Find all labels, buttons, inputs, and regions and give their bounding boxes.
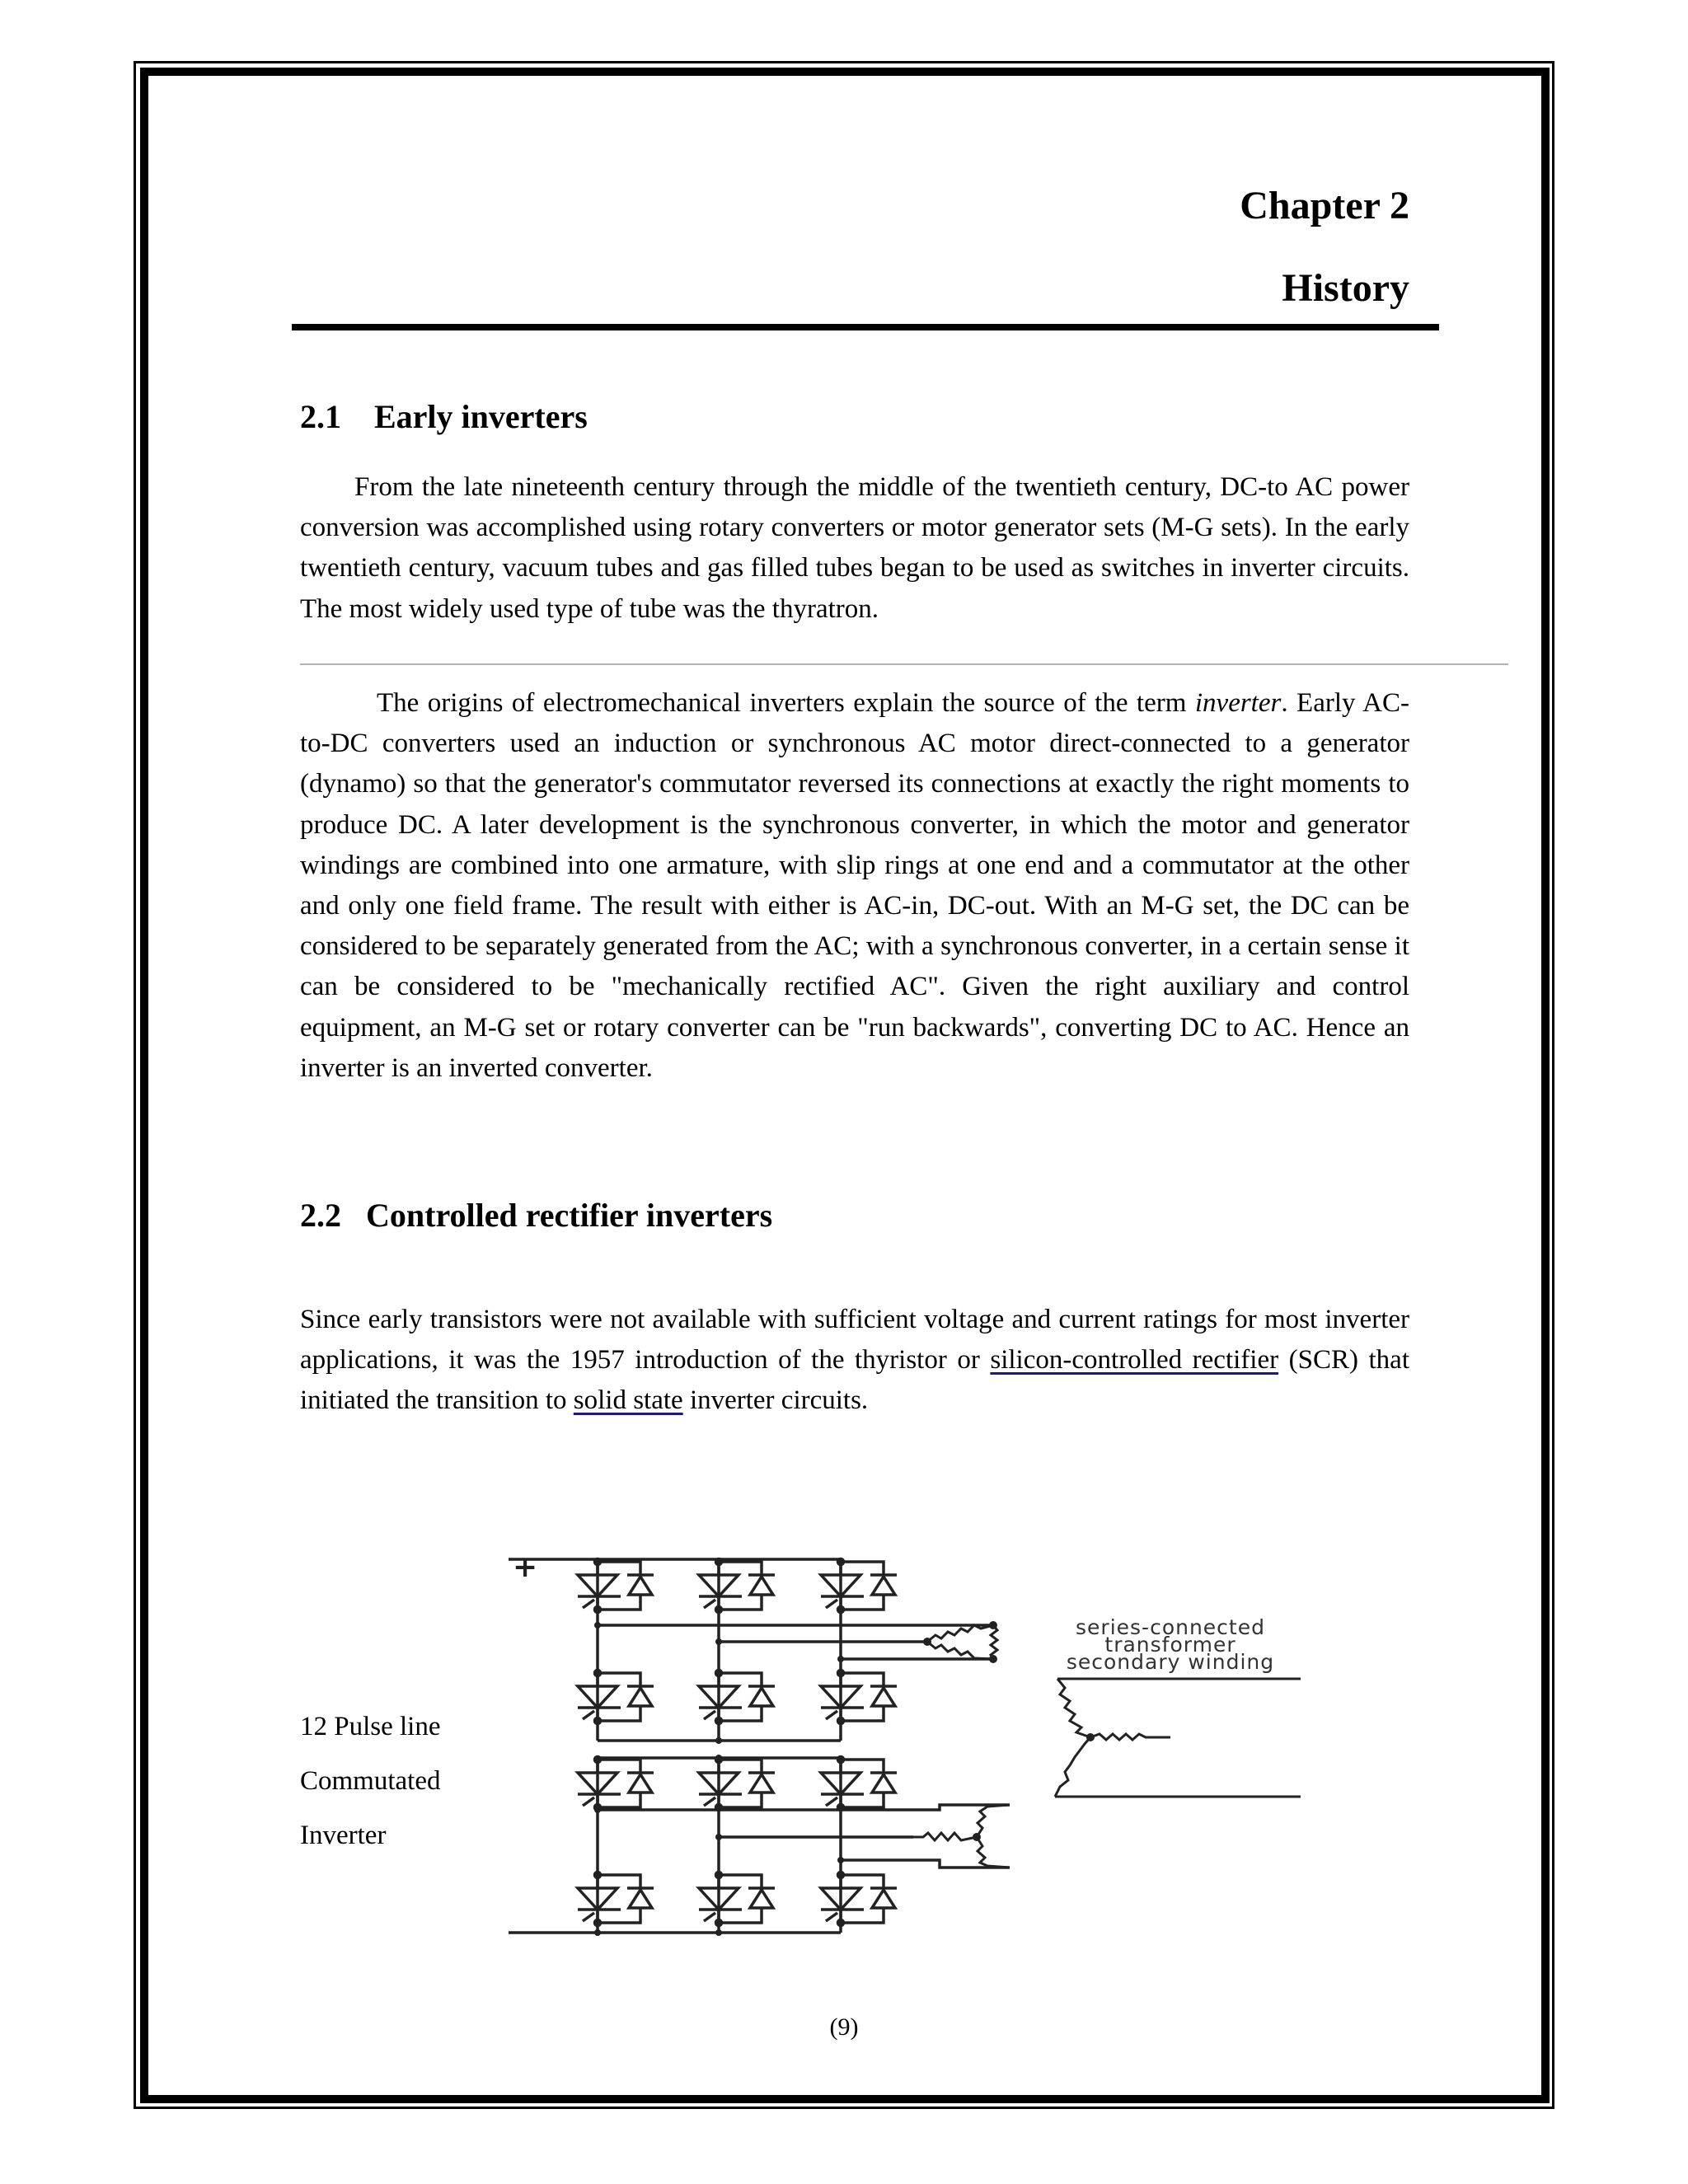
circuit-wires bbox=[509, 1559, 1010, 1933]
horizontal-rule bbox=[300, 663, 1508, 665]
svg-text:secondary winding: secondary winding bbox=[1066, 1650, 1275, 1674]
thyristor-array bbox=[578, 1559, 897, 1926]
wye-winding-series bbox=[1055, 1679, 1301, 1797]
figure-label-line-2: Commutated bbox=[300, 1766, 441, 1796]
svg-text:+: + bbox=[513, 1550, 538, 1584]
wye-winding-lower bbox=[913, 1805, 1010, 1868]
origins-text-rest: . Early AC-to-DC converters used an induction or synchronous AC motor direct-connected to a generator (dynamo) so that the generator's commutator reversed its connections at exactly the right moments to produce DC. A later development is the synchronous converter, in which the motor and generator windings are combined into one armature, with slip rings at one end and a commutator at the other and only one field frame. The result with either is AC-in, DC-out. With an M-G set, the DC can be considered to be separately generated from the AC; with a synchronous converter, in a certain sense it can be considered to be "mechanically rectified AC". Given the right auxiliary and control equipment, an M-G set or rotary converter can be "run backwards", converting DC to AC. Hence an inverter is an inverted converter. bbox=[300, 688, 1409, 1083]
chapter-divider bbox=[292, 324, 1439, 330]
paragraph-scr bbox=[300, 1300, 1409, 1422]
figure-label-line-1: 12 Pulse line bbox=[300, 1712, 441, 1741]
scr-text-2: (SCR) that initiated the transition to bbox=[300, 1345, 1409, 1416]
page-number: (9) bbox=[829, 2013, 859, 2041]
paragraph-origins bbox=[300, 683, 1409, 1089]
svg-text:transformer: transformer bbox=[1104, 1633, 1236, 1657]
paragraph-early-inverters: From the late nineteenth century through the middle of the twentieth century, DC-to AC power conversion was accomplished using rotary converters or motor generator sets (M-G sets). In the early twentieth century, vacuum tubes and gas filled tubes began to be used as switches in inverter circuits. The most widely used type of tube was the thyratron. bbox=[300, 472, 1409, 624]
scr-text-1: Since early transistors were not available with sufficient voltage and current ratings for most inverter applications, it was the 1957 introduction of the thyristor or bbox=[300, 1305, 1409, 1376]
svg-text:series-connected: series-connected bbox=[1076, 1615, 1265, 1639]
link-silicon-controlled-rectifier[interactable]: silicon-controlled rectifier bbox=[990, 1345, 1279, 1376]
scr-text-3: inverter circuits. bbox=[682, 1385, 869, 1416]
twelve-pulse-inverter-diagram bbox=[495, 1533, 1319, 1961]
plus-sign bbox=[513, 1550, 537, 1584]
link-solid-state[interactable]: solid state bbox=[573, 1385, 683, 1416]
section-heading-2-1: 2.1 Early inverters bbox=[300, 398, 588, 435]
term-inverter: inverter bbox=[1194, 688, 1282, 718]
delta-winding bbox=[925, 1623, 998, 1662]
diagram-caption bbox=[1067, 1615, 1274, 1674]
figure-label-line-3: Inverter bbox=[300, 1821, 387, 1850]
section-heading-2-2: 2.2 Controlled rectifier inverters bbox=[300, 1197, 773, 1234]
chapter-title: History bbox=[1282, 266, 1409, 310]
origins-text-start: The origins of electromechanical inverters explain the source of the term bbox=[377, 688, 1195, 718]
chapter-number: Chapter 2 bbox=[1240, 184, 1409, 227]
